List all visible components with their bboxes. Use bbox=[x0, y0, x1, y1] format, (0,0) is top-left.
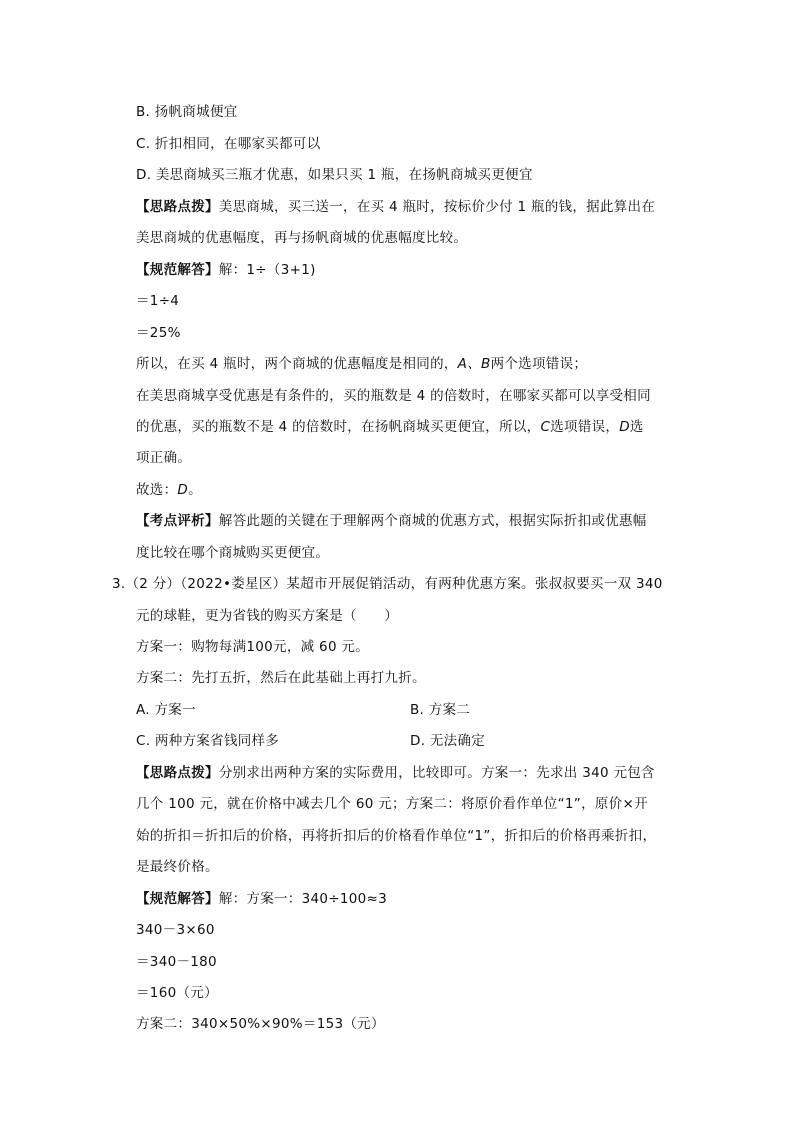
q3-hint-line1 bbox=[136, 763, 655, 783]
q3-stem-line2: 元的球鞋，更为省钱的购买方案是（ ） bbox=[136, 608, 399, 624]
q3-hint-tag: 【思路点拨】 bbox=[136, 765, 219, 781]
q2-para2-line1: 在美思商城享受优惠是有条件的，买的瓶数是 4 的倍数时，在哪家买都可以享受相同 bbox=[136, 388, 651, 404]
q3-stem-line1: 3.（2 分）（2022•娄星区）某超市开展促销活动，有两种优惠方案。张叔叔要买一双 340 bbox=[112, 576, 663, 592]
q2-choose-a: 故选： bbox=[136, 482, 178, 498]
q2-para2-a: 的优惠，买的瓶数不是 4 的倍数时，在扬帆商城买更便宜，所以， bbox=[136, 419, 541, 435]
q2-para1-b: 两个选项错误； bbox=[490, 356, 588, 372]
q2-calc1: ＝1÷4 bbox=[136, 293, 180, 309]
q2-option-d: D. 美思商城买三瓶才优惠，如果只买 1 瓶，在扬帆商城买更便宜 bbox=[136, 167, 533, 183]
q2-choose-b: 。 bbox=[188, 482, 202, 498]
q2-para2-b: 选项错误， bbox=[550, 419, 620, 435]
q3-plan2: 方案二：先打五折，然后在此基础上再打九折。 bbox=[136, 670, 426, 686]
q3-option-a: A. 方案一 bbox=[136, 702, 196, 718]
q2-para1 bbox=[136, 354, 587, 374]
q3-hint-line2: 几个 100 元，就在价格中减去几个 60 元；方案二：将原价看作单位“1”，原价×开 bbox=[136, 796, 648, 812]
q3-option-c: C. 两种方案省钱同样多 bbox=[136, 733, 280, 749]
q2-answer-text: 解：1÷（3+1) bbox=[218, 262, 316, 278]
q3-answer-tag: 【规范解答】 bbox=[136, 891, 219, 907]
q2-hint-line2: 美思商城的优惠幅度，再与扬帆商城的优惠幅度比较。 bbox=[136, 230, 468, 246]
q2-option-c: C. 折扣相同，在哪家买都可以 bbox=[136, 136, 321, 152]
q3-hint-line4: 是最终价格。 bbox=[136, 859, 219, 875]
q3-answer-text: 解：方案一：340÷100≈3 bbox=[218, 891, 388, 907]
q2-answer-line1 bbox=[136, 260, 316, 280]
q3-answer-line1 bbox=[136, 889, 387, 909]
q2-hint-tag: 【思路点拨】 bbox=[136, 199, 219, 215]
q2-para2-line3: 项正确。 bbox=[136, 450, 192, 466]
q2-choose bbox=[136, 480, 202, 500]
q2-review-line2: 度比较在哪个商城购买更便宜。 bbox=[136, 545, 330, 561]
q2-answer-tag: 【规范解答】 bbox=[136, 262, 219, 278]
q2-hint-line1 bbox=[136, 197, 655, 217]
q3-calc4: 方案二：340×50%×90%＝153（元） bbox=[136, 1016, 385, 1032]
q2-choose-d: D bbox=[177, 482, 189, 498]
q2-review-text: 解答此题的关键在于理解两个商城的优惠方式，根据实际折扣或优惠幅 bbox=[218, 513, 647, 529]
q2-hint-text: 美思商城，买三送一，在买 4 瓶时，按标价少付 1 瓶的钱，据此算出在 bbox=[218, 199, 656, 215]
q3-calc3: ＝160（元） bbox=[136, 985, 218, 1001]
q2-para2-line2 bbox=[136, 417, 644, 437]
q2-para1-a: 所以，在买 4 瓶时，两个商城的优惠幅度是相同的， bbox=[136, 356, 458, 372]
q2-review-line1 bbox=[136, 511, 647, 531]
q2-option-b: B. 扬帆商城便宜 bbox=[136, 104, 238, 120]
q2-para1-ab: A、B bbox=[457, 356, 491, 372]
q2-calc2: ＝25% bbox=[136, 325, 181, 341]
q3-option-d: D. 无法确定 bbox=[410, 733, 486, 749]
q3-calc2: ＝340－180 bbox=[136, 954, 217, 970]
q2-para2-d: D bbox=[619, 419, 630, 435]
q2-para2-c: C bbox=[540, 419, 551, 435]
q3-calc1: 340－3×60 bbox=[136, 922, 215, 938]
q3-option-b: B. 方案二 bbox=[410, 702, 471, 718]
q2-review-tag: 【考点评析】 bbox=[136, 513, 219, 529]
q3-hint-line3: 始的折扣＝折扣后的价格，再将折扣后的价格看作单位“1”，折扣后的价格再乘折扣， bbox=[136, 828, 657, 844]
q3-plan1: 方案一：购物每满100元，减 60 元。 bbox=[136, 639, 370, 655]
q2-para2-e: 选 bbox=[629, 419, 644, 435]
q3-hint-text: 分别求出两种方案的实际费用，比较即可。方案一：先求出 340 元包含 bbox=[218, 765, 655, 781]
